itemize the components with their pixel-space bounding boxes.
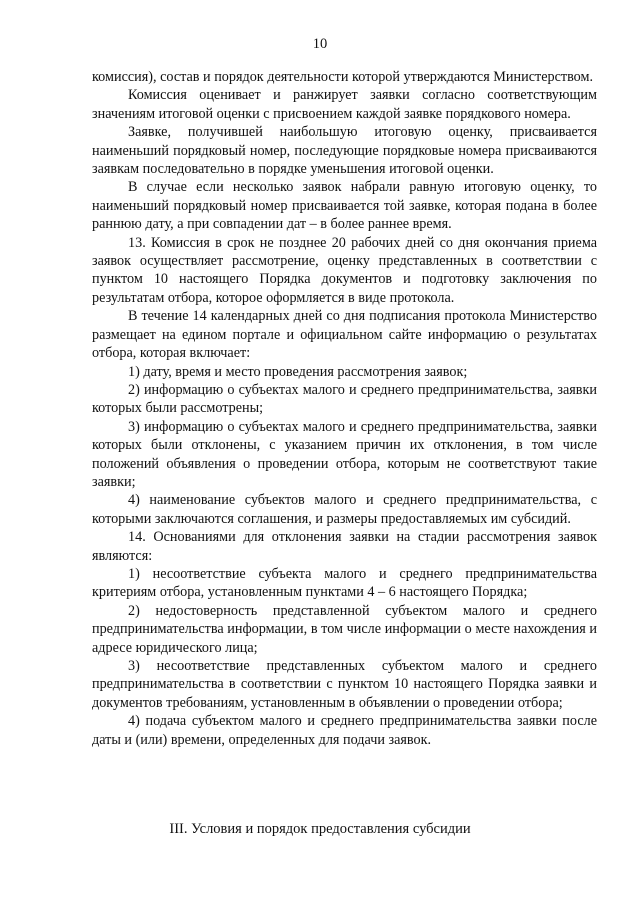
section-heading: III. Условия и порядок предоставления субсидии <box>169 821 471 837</box>
paragraph-equal-score: В случае если несколько заявок набрали равную итоговую оценку, то наименьший порядковый номер присваивается той заявке, которая подана в более раннюю дату, а при совпадении дат – в более раннее время. <box>92 179 597 233</box>
list-item-4: 4) наименование субъектов малого и среднего предпринимательства, с которыми заключаются соглашения, и размеры предоставляемых им субсидий. <box>92 492 597 527</box>
rejection-ground-1: 1) несоответствие субъекта малого и среднего предпринимательства критериям отбора, установленным пунктами 4 – 6 настоящего Порядка; <box>92 565 597 601</box>
paragraph-lowest-number: Заявке, получившей наибольшую итоговую оценку, присваивается наименьший порядковый номер, последующие порядковые номера присваиваются заявкам последовательно в порядке уменьшения итоговой оценки. <box>92 124 597 178</box>
list-item-2: 2) информацию о субъектах малого и среднего предпринимательства, заявки которых были рассмотрены; <box>92 381 597 417</box>
page-number: 10 <box>312 36 328 52</box>
list-item-3: 3) информацию о субъектах малого и среднего предпринимательства, заявки которых были отклонены, с указанием причин их отклонения, в том числе положений объявления о проведении отбора, которым не соответствуют такие заявки; <box>92 418 597 490</box>
paragraph-item-13: 13. Комиссия в срок не позднее 20 рабочих дней со дня окончания приема заявок осуществляет рассмотрение, оценку представленных в соответствии с пунктом 10 настоящего Порядка документов и подготовку заключения по результатам отбора, которое оформляется в виде протокола. <box>92 234 597 306</box>
paragraph-item-14: 14. Основаниями для отклонения заявки на стадии рассмотрения заявок являются: <box>92 529 597 564</box>
paragraph-continuation: комиссия), состав и порядок деятельности которой утверждаются Министерством. <box>92 69 594 85</box>
rejection-ground-4: 4) подача субъектом малого и среднего предпринимательства заявки после даты и (или) времени, определенных для подачи заявок. <box>92 713 597 748</box>
paragraph-commission-ranking: Комиссия оценивает и ранжирует заявки согласно соответствующим значениям итоговой оценки с присвоением каждой заявке порядкового номера. <box>92 87 597 122</box>
rejection-ground-3: 3) несоответствие представленных субъектом малого и среднего предпринимательства в соответствии с пунктом 10 настоящего Порядка заявки и документов требованиям, установленным в объявлении о проведении отбора; <box>92 658 597 711</box>
body-text <box>92 68 597 749</box>
paragraph-publication: В течение 14 календарных дней со дня подписания протокола Министерство размещает на едином портале и официальном сайте информацию о результатах отбора, которая включает: <box>92 308 597 362</box>
rejection-ground-2: 2) недостоверность представленной субъектом малого и среднего предпринимательства информации, в том числе информации о месте нахождения и адресе юридического лица; <box>92 602 597 656</box>
list-item-1: 1) дату, время и место проведения рассмотрения заявок; <box>128 363 468 380</box>
